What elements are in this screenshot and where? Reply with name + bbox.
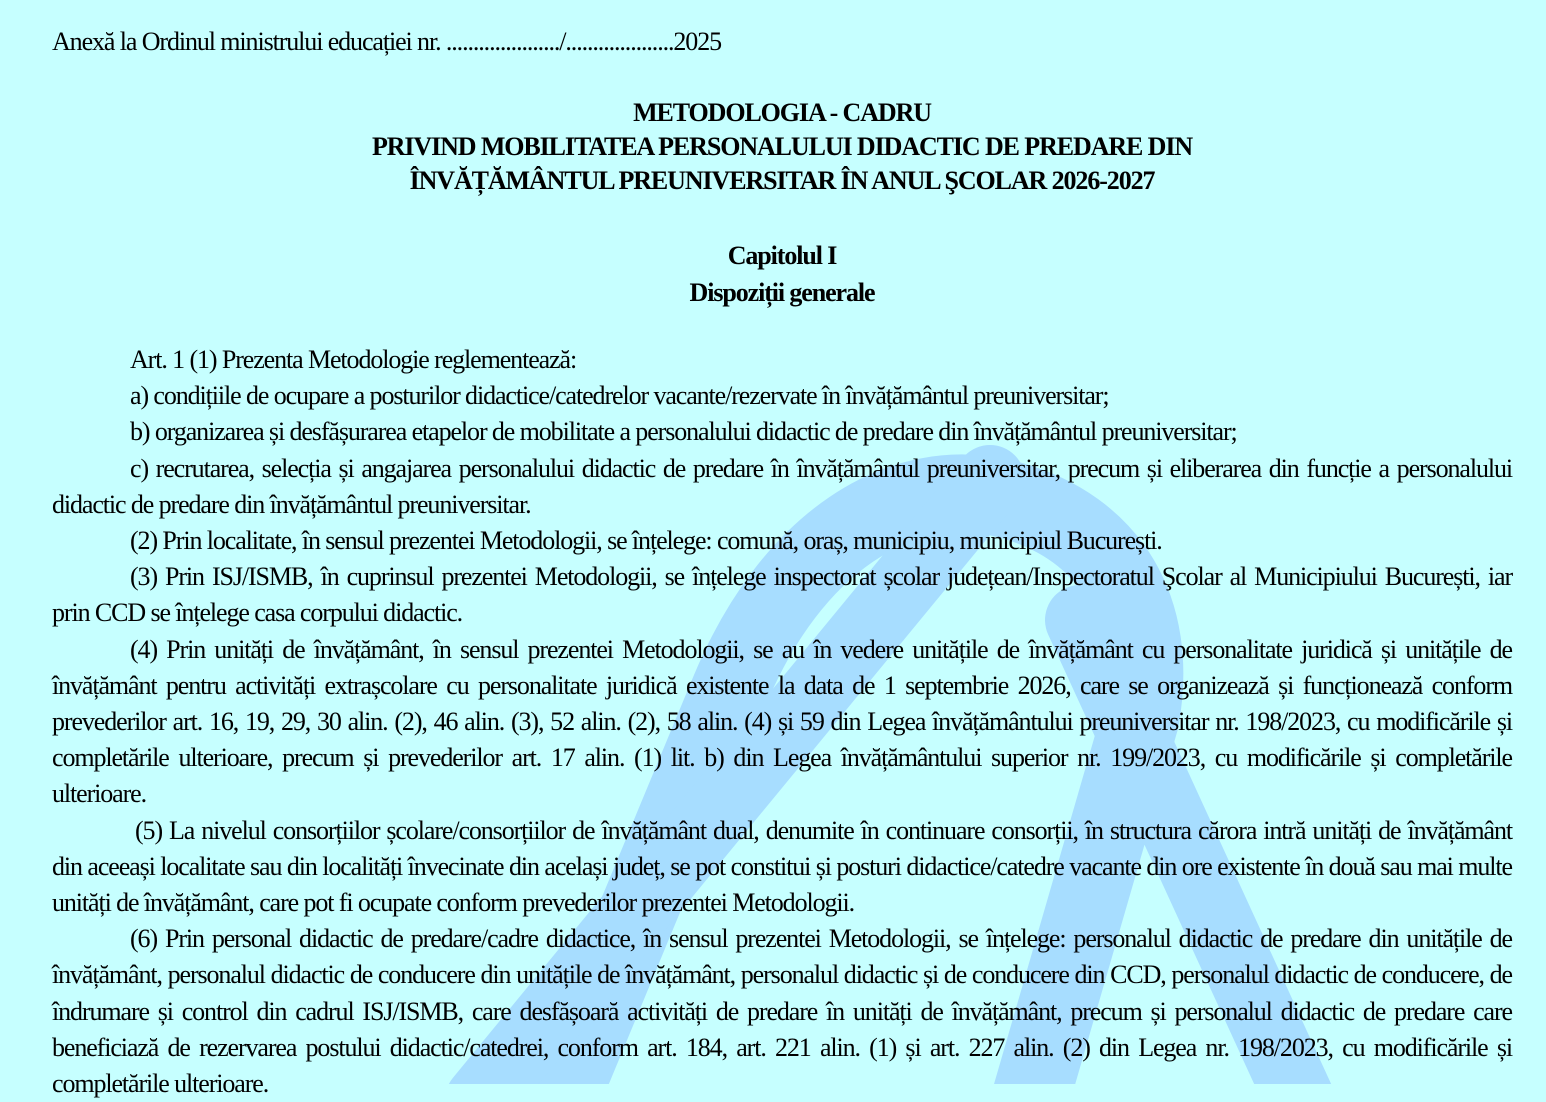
article-1-item-c: c) recrutarea, selecția și angajarea personalului didactic de predare în învățământul preuniversitar, precum și eliberarea din funcție a personalului didactic de predare din învățământul preuniversitar. (52, 453, 1512, 519)
article-1 (52, 342, 1512, 1102)
article-1-intro: Art. 1 (1) Prezenta Metodologie reglementează: (130, 345, 577, 374)
document-title (52, 96, 1512, 198)
article-1-paragraph-3: (3) Prin ISJ/ISMB, în cuprinsul prezentei Metodologii, se înțelege inspectorat școlar județean/Inspectoratul Şcolar al Municipiului București, iar prin CCD se înțelege casa corpului didactic. (52, 562, 1512, 628)
chapter-name: Dispoziții generale (689, 278, 875, 307)
article-1-paragraph-6: (6) Prin personal didactic de predare/cadre didactice, în sensul prezentei Metodologii, se înțelege: personalul didactic de predare din unitățile de învățământ, personalul didactic de conducere din unitățile de învățământ, personalul didactic și de conducere din CCD, personalul didactic de conducere, de îndrumare și control din cadrul ISJ/ISMB, care desfășoară activități de predare în unități de învățământ, precum și personalul didactic de predare care beneficiază de rezervarea postului didactic/catedrei, conform art. 184, art. 221 alin. (1) și art. 227 alin. (2) din Legea nr. 198/2023, cu modificările și completările ulterioare. (52, 924, 1512, 1099)
article-1-paragraph-4: (4) Prin unități de învățământ, în sensul prezentei Metodologii, se au în vedere unitățile de învățământ cu personalitate juridică și unitățile de învățământ pentru activități extrașcolare cu personalitate juridică existente la data de 1 septembrie 2026, care se organizează și funcționează conform prevederilor art. 16, 19, 29, 30 alin. (2), 46 alin. (3), 52 alin. (2), 58 alin. (4) și 59 din Legea învățământului preuniversitar nr. 198/2023, cu modificările și completările ulterioare, precum și prevederilor art. 17 alin. (1) lit. b) din Legea învățământului superior nr. 199/2023, cu modificările și completările ulterioare. (52, 634, 1512, 809)
chapter-heading (52, 237, 1512, 311)
article-1-paragraph-2: (2) Prin localitate, în sensul prezentei Metodologii, se înțelege: comună, oraș, municipiu, municipiul București. (130, 526, 1162, 556)
title-line-3: ÎNVĂȚĂMÂNTUL PREUNIVERSITAR ÎN ANUL ŞCOLAR 2026-2027 (409, 166, 1155, 195)
article-1-paragraph-5: (5) La nivelul consorțiilor școlare/consorțiilor de învățământ dual, denumite în continuare consorții, în structura cărora intră unități de învățământ din aceeași localitate sau din localități învecinate din același județ, se pot constitui și posturi didactice/catedre vacante din ore existente în două sau mai multe unități de învățământ, care pot fi ocupate conform prevederilor prezentei Metodologii. (52, 815, 1512, 918)
annex-reference: Anexă la Ordinul ministrului educației nr. ...................../....................2025 (52, 27, 721, 56)
title-line-2: PRIVIND MOBILITATEA PERSONALULUI DIDACTIC DE PREDARE DIN (371, 132, 1193, 161)
chapter-number: Capitolul I (727, 241, 837, 270)
article-1-item-a: a) condițiile de ocupare a posturilor didactice/catedrelor vacante/rezervate în învățământul preuniversitar; (130, 381, 1109, 411)
article-1-item-b: b) organizarea și desfășurarea etapelor de mobilitate a personalului didactic de predare din învățământul preuniversitar; (130, 417, 1237, 447)
title-line-1: METODOLOGIA - CADRU (633, 98, 931, 127)
